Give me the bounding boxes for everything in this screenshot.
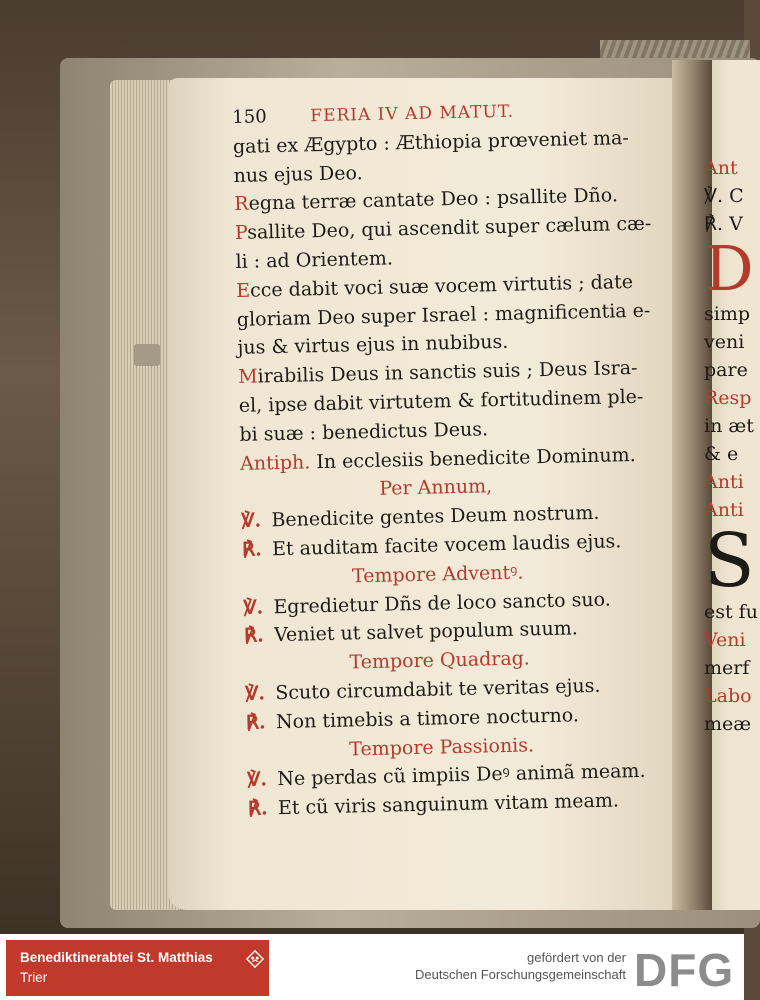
- page-text: [232, 94, 708, 824]
- institution-city: Trier: [20, 970, 48, 985]
- section-heading: Per Annum,: [379, 475, 493, 501]
- versicle-symbol: ℣.: [245, 682, 266, 705]
- text-line: Regna terræ cantate Deo : psallite Dño.: [234, 184, 619, 216]
- text-line: gloriam Deo super Israel : magnificentia e-: [236, 299, 651, 331]
- response-symbol: ℟.: [247, 797, 268, 820]
- text-line: Ecce dabit voci suæ vocem virtutis ; date: [235, 270, 634, 302]
- institution-badge[interactable]: [6, 940, 269, 996]
- text-line: Mirabilis Deus in sanctis suis ; Deus Isra-: [237, 357, 638, 389]
- rubric-initial: P: [234, 221, 248, 245]
- response-line: ℟. Veniet ut salvet populum suum.: [244, 612, 705, 651]
- text-line: Psallite Deo, qui ascendit super cælum cæ-: [234, 212, 652, 245]
- footer-bar: [0, 934, 744, 1000]
- section-heading: Tempore Passionis.: [349, 733, 535, 761]
- versicle-symbol: ℣.: [241, 509, 262, 533]
- versicle-line: ℣. Ne perdas cũ impiis Deꝰ animã meam.: [247, 756, 708, 795]
- facing-initial: D: [704, 232, 754, 305]
- text-line: nus ejus Deo.: [233, 161, 363, 187]
- rubric-initial: E: [235, 279, 251, 302]
- text-line: li : ad Orientem.: [235, 247, 394, 273]
- versicle-symbol: ℣.: [247, 768, 268, 792]
- funder-line-1: gefördert von der: [526, 950, 626, 965]
- page-number: 150: [232, 106, 267, 128]
- funder-line-2: Deutschen Forschungsgemeinschaft: [414, 967, 626, 982]
- response-symbol: ℟.: [241, 538, 262, 561]
- clasp-remnant: [134, 344, 160, 366]
- versicle-symbol: ℣.: [243, 595, 264, 619]
- versicle-line: ℣. Scuto circumdabit te veritas ejus.: [245, 669, 706, 708]
- response-symbol: ℟.: [243, 624, 264, 648]
- text-line: jus & virtus ejus in nubibus.: [237, 331, 509, 360]
- institution-emblem-icon: [246, 950, 264, 968]
- section-heading: Tempore Quadrag.: [349, 647, 531, 674]
- text-line: gati ex Ægypto : Æthiopia prœveniet ma-: [232, 126, 630, 158]
- antiphon-line: Antiph. In ecclesiis benedicite Dominum.: [239, 443, 636, 475]
- funder-text: [415, 949, 626, 983]
- dfg-logo[interactable]: [632, 942, 736, 996]
- text-line: bi suæ : benedictus Deus.: [239, 418, 489, 446]
- running-head-title: FERIA IV AD MATUT.: [310, 101, 515, 127]
- response-line: ℟. Et auditam facite vocem laudis ejus.: [242, 525, 703, 564]
- response-symbol: ℟.: [245, 711, 266, 734]
- rubric-initial: R: [234, 193, 249, 216]
- response-line: ℟. Non timebis a timore nocturno.: [246, 698, 707, 737]
- dfg-logo-text: DFG: [634, 944, 735, 996]
- versicle-line: ℣. Egredietur Dñs de loco sancto suo.: [243, 583, 704, 622]
- facing-initial-large: S: [704, 518, 755, 604]
- antiphon-label: Antiph.: [239, 450, 311, 475]
- institution-name: Benediktinerabtei St. Matthias: [20, 950, 213, 965]
- section-heading: Tempore Adventꝰ.: [351, 561, 524, 588]
- facing-page-text: Ant ℣. C ℟. V D simp veni pare Resp in æt & e Anti Anti S est fu Veni merf Labo meæ: [704, 157, 758, 735]
- response-line: ℟. Et cũ viris sanguinum vitam meam.: [248, 785, 709, 824]
- text-line: el, ipse dabit virtutem & fortitudinem ple-: [238, 385, 644, 417]
- versicle-line: ℣. Benedicite gentes Deum nostrum.: [241, 497, 702, 536]
- rubric-initial: M: [237, 365, 258, 389]
